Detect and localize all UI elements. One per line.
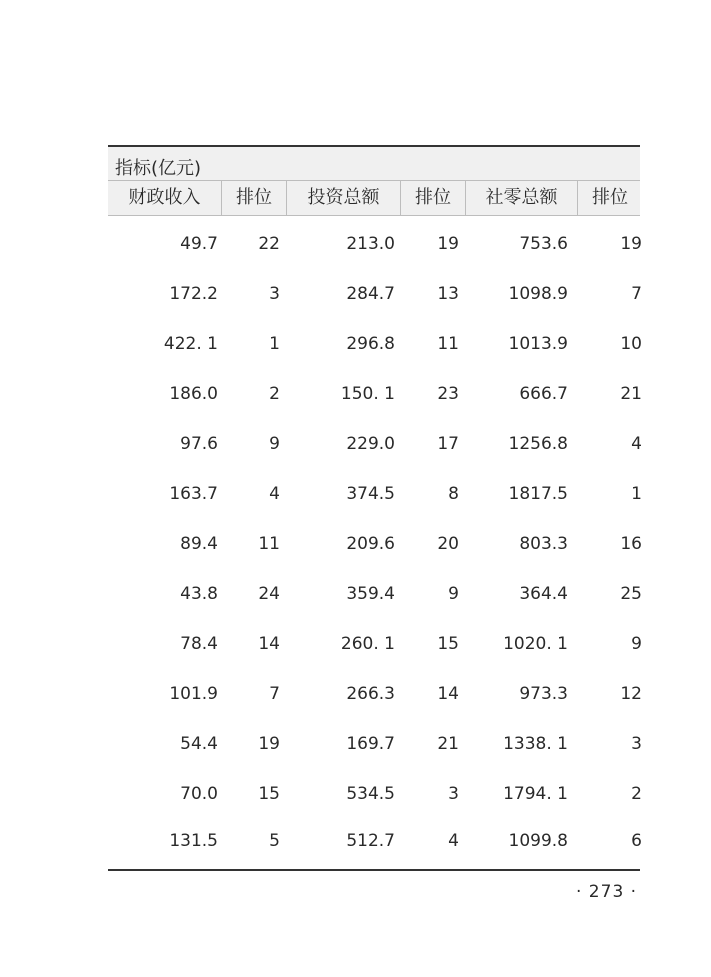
investment-total-cell: 266.3 [346, 684, 395, 704]
column-header-investment-total: 投资总额 [307, 187, 380, 208]
retail-sales-total-cell: 753.6 [519, 234, 568, 254]
rank-cell: 19 [437, 234, 459, 254]
indicator-label: 指标(亿元) [115, 158, 202, 179]
rank-cell: 10 [620, 334, 642, 354]
rank-cell: 25 [620, 584, 642, 604]
rank-cell: 14 [437, 684, 459, 704]
fiscal-revenue-cell: 163.7 [169, 484, 218, 504]
investment-total-cell: 296.8 [346, 334, 395, 354]
rank-cell: 21 [437, 734, 459, 754]
investment-total-cell: 534.5 [346, 784, 395, 804]
investment-total-cell: 359.4 [346, 584, 395, 604]
rank-cell: 7 [631, 284, 642, 304]
column-header-rank: 排位 [592, 187, 628, 208]
rank-cell: 1 [631, 484, 642, 504]
fiscal-revenue-cell: 70.0 [180, 784, 218, 804]
investment-total-cell: 169.7 [346, 734, 395, 754]
rank-cell: 9 [269, 434, 280, 454]
fiscal-revenue-cell: 78.4 [180, 634, 218, 654]
retail-sales-total-cell: 1256.8 [508, 434, 568, 454]
retail-sales-total-cell: 803.3 [519, 534, 568, 554]
fiscal-revenue-cell: 97.6 [180, 434, 218, 454]
rank-cell: 23 [437, 384, 459, 404]
fiscal-revenue-cell: 101.9 [169, 684, 218, 704]
investment-total-cell: 512.7 [346, 831, 395, 851]
rank-cell: 1 [269, 334, 280, 354]
retail-sales-total-cell: 973.3 [519, 684, 568, 704]
rank-cell: 2 [631, 784, 642, 804]
fiscal-revenue-cell: 89.4 [180, 534, 218, 554]
rank-cell: 3 [631, 734, 642, 754]
investment-total-cell: 209.6 [346, 534, 395, 554]
retail-sales-total-cell: 364.4 [519, 584, 568, 604]
column-header-rank: 排位 [236, 187, 272, 208]
retail-sales-total-cell: 1098.9 [508, 284, 568, 304]
rank-cell: 9 [631, 634, 642, 654]
column-header-retail-sales-total: 社零总额 [485, 187, 558, 208]
fiscal-revenue-cell: 49.7 [180, 234, 218, 254]
rank-cell: 3 [269, 284, 280, 304]
rank-cell: 19 [258, 734, 280, 754]
rank-cell: 4 [269, 484, 280, 504]
rank-cell: 3 [448, 784, 459, 804]
fiscal-revenue-cell: 131.5 [169, 831, 218, 851]
retail-sales-total-cell: 1338. 1 [503, 734, 568, 754]
rank-cell: 16 [620, 534, 642, 554]
column-header-fiscal-revenue: 财政收入 [128, 187, 201, 208]
rank-cell: 22 [258, 234, 280, 254]
rank-cell: 15 [258, 784, 280, 804]
retail-sales-total-cell: 1817.5 [508, 484, 568, 504]
fiscal-revenue-cell: 54.4 [180, 734, 218, 754]
rank-cell: 15 [437, 634, 459, 654]
rank-cell: 11 [258, 534, 280, 554]
investment-total-cell: 260. 1 [340, 634, 395, 654]
rank-cell: 7 [269, 684, 280, 704]
rank-cell: 5 [269, 831, 280, 851]
retail-sales-total-cell: 1020. 1 [503, 634, 568, 654]
investment-total-cell: 213.0 [346, 234, 395, 254]
rank-cell: 4 [448, 831, 459, 851]
rank-cell: 12 [620, 684, 642, 704]
fiscal-revenue-cell: 422. 1 [163, 334, 218, 354]
rank-cell: 8 [448, 484, 459, 504]
page-number: · 273 · [576, 882, 638, 902]
fiscal-revenue-cell: 186.0 [169, 384, 218, 404]
column-header-rank: 排位 [415, 187, 451, 208]
rank-cell: 13 [437, 284, 459, 304]
table-bottom-rule [108, 869, 640, 871]
retail-sales-total-cell: 666.7 [519, 384, 568, 404]
fiscal-revenue-cell: 172.2 [169, 284, 218, 304]
indicator-table [108, 145, 640, 871]
investment-total-cell: 229.0 [346, 434, 395, 454]
fiscal-revenue-cell: 43.8 [180, 584, 218, 604]
investment-total-cell: 150. 1 [340, 384, 395, 404]
rank-cell: 17 [437, 434, 459, 454]
rank-cell: 21 [620, 384, 642, 404]
rank-cell: 19 [620, 234, 642, 254]
retail-sales-total-cell: 1794. 1 [503, 784, 568, 804]
rank-cell: 9 [448, 584, 459, 604]
rank-cell: 2 [269, 384, 280, 404]
retail-sales-total-cell: 1013.9 [508, 334, 568, 354]
rank-cell: 11 [437, 334, 459, 354]
rank-cell: 20 [437, 534, 459, 554]
rank-cell: 4 [631, 434, 642, 454]
investment-total-cell: 284.7 [346, 284, 395, 304]
rank-cell: 6 [631, 831, 642, 851]
investment-total-cell: 374.5 [346, 484, 395, 504]
rank-cell: 24 [258, 584, 280, 604]
retail-sales-total-cell: 1099.8 [508, 831, 568, 851]
rank-cell: 14 [258, 634, 280, 654]
